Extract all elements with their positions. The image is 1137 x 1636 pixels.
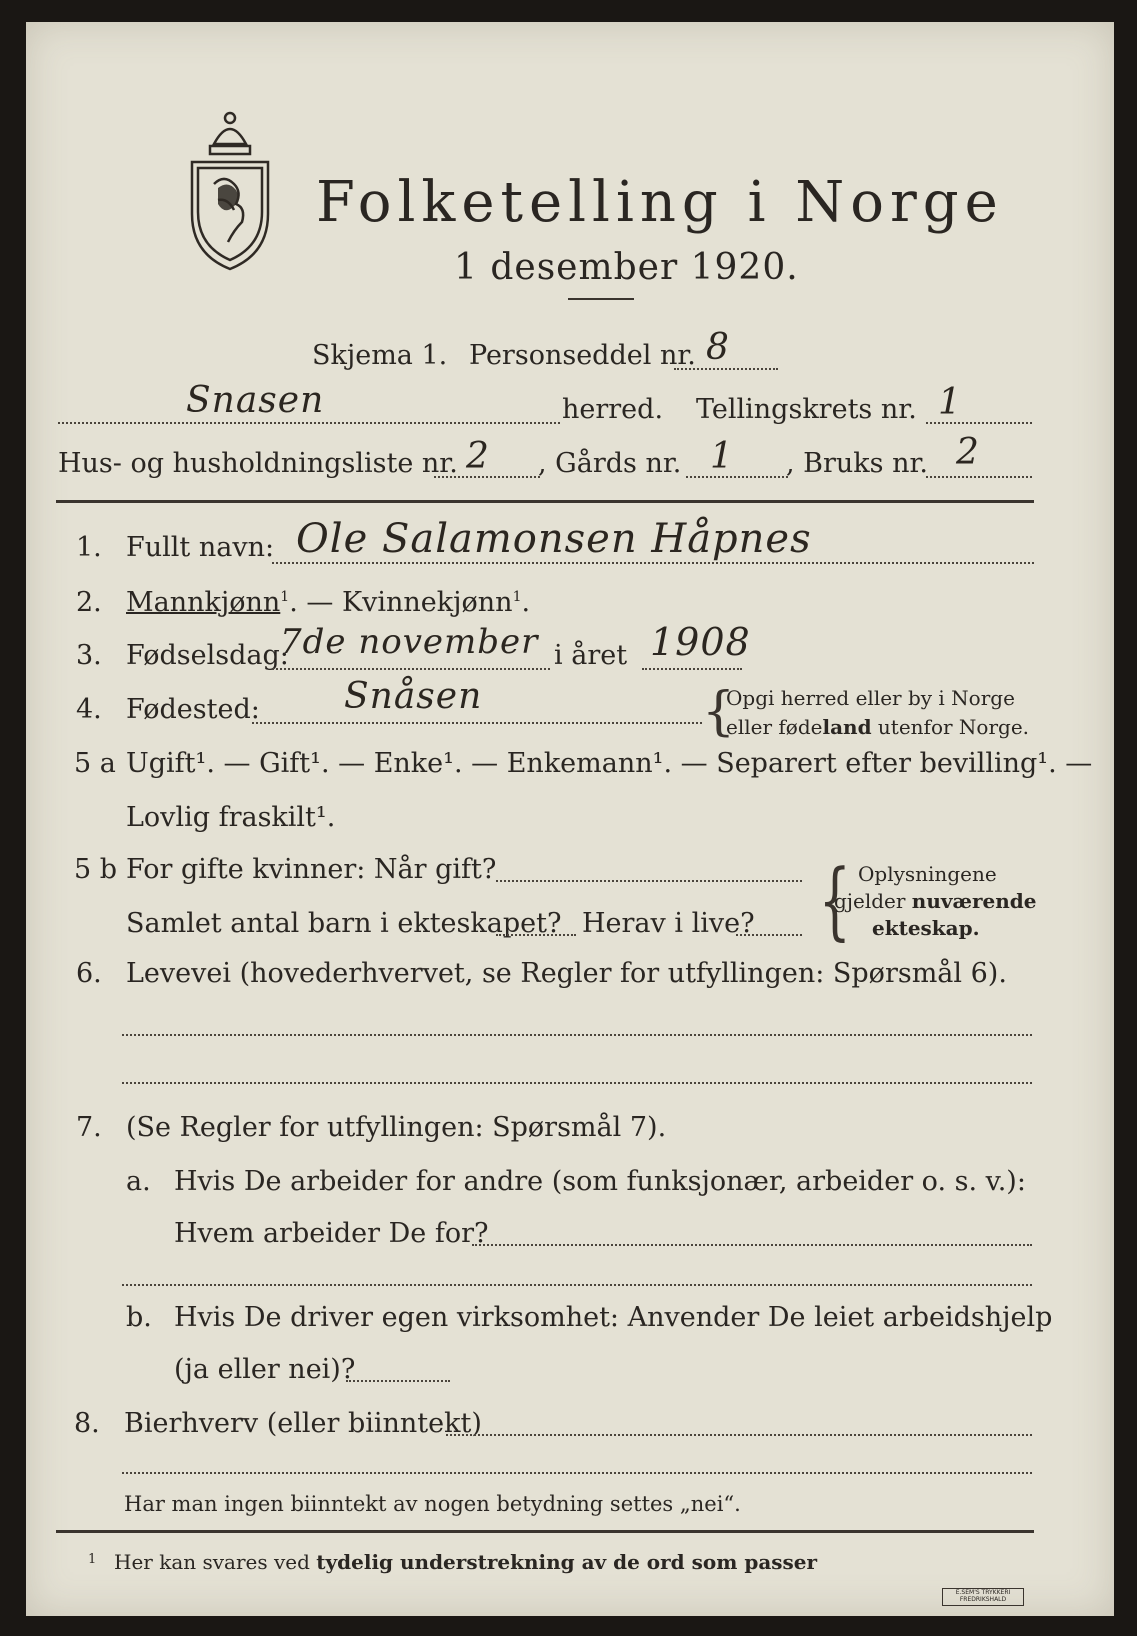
q6-field-line-2	[122, 1082, 1032, 1084]
q5b-note-line3: ekteskap.	[872, 916, 980, 940]
q4-label: Fødested:	[126, 694, 260, 725]
personseddel-value: 8	[706, 327, 730, 368]
q4-note-part-a: eller føde	[726, 715, 823, 739]
q5b-note-part-a: gjelder	[834, 889, 912, 913]
q6-field-line-1	[122, 1034, 1032, 1036]
q3-year-field-line	[642, 668, 742, 670]
q6-text: Levevei (hovederhvervet, se Regler for utfyllingen: Spørsmål 6).	[126, 958, 1007, 989]
q2-options	[126, 587, 530, 618]
bruks-label: , Bruks nr.	[786, 448, 929, 479]
form-title: Folketelling i Norge	[316, 170, 1004, 235]
q3-field-line	[272, 668, 550, 670]
q4-note-line1: Opgi herred eller by i Norge	[726, 686, 1015, 710]
skjema-label: Skjema 1.	[312, 340, 448, 371]
tellingskrets-label: Tellingskrets nr.	[696, 394, 917, 425]
q1-full-name-value: Ole Salamonsen Håpnes	[296, 516, 812, 562]
q7a-text: Hvis De arbeider for andre (som funksjonær, arbeider o. s. v.):	[174, 1166, 1026, 1197]
husholdning-label: Hus- og husholdningsliste nr.	[58, 448, 458, 479]
q6-number: 6.	[76, 958, 102, 989]
q7b-yes-no-label: (ja eller nei)?	[174, 1354, 356, 1385]
footnote-part-b: tydelig understrekning av de ord som passer	[316, 1550, 818, 1574]
q7b-letter: b.	[126, 1302, 152, 1333]
footer-separator	[56, 1530, 1034, 1533]
q3-year-label: i året	[554, 640, 628, 671]
q2-female-footnote-mark: 1	[512, 589, 522, 605]
q5b-when-married-field-line	[496, 880, 802, 882]
q7a-employer-label: Hvem arbeider De for?	[174, 1218, 489, 1249]
q5b-note-line1: Oplysningene	[858, 862, 997, 886]
header-separator	[56, 500, 1034, 503]
gards-label: , Gårds nr.	[538, 448, 682, 479]
q8-text: Bierhverv (eller biinntekt)	[124, 1408, 482, 1439]
q3-number: 3.	[76, 640, 102, 671]
q4-birthplace-value: Snåsen	[344, 676, 483, 717]
herred-value: Snasen	[186, 380, 325, 421]
q5a-number: 5 a	[74, 748, 116, 779]
census-form-sheet	[26, 22, 1114, 1616]
q5a-options: Ugift¹. — Gift¹. — Enke¹. — Enkemann¹. — Separert efter bevilling¹. —	[126, 748, 1093, 779]
q5b-children-field-line	[496, 934, 576, 936]
title-divider	[568, 298, 634, 300]
q7b-text: Hvis De driver egen virksomhet: Anvender De leiet arbeidshjelp	[174, 1302, 1053, 1333]
q5a-options-line2: Lovlig fraskilt¹.	[126, 802, 336, 833]
q8-field-line	[446, 1434, 1032, 1436]
q7a-field-line-2	[122, 1284, 1032, 1286]
footnote-text	[114, 1550, 817, 1574]
herred-field-line	[58, 422, 560, 424]
q3-birthday-value: 7de november	[280, 622, 539, 662]
q7-number: 7.	[76, 1112, 102, 1143]
q5b-children-label: Samlet antal barn i ekteskapet?	[126, 908, 562, 939]
q3-year-value: 1908	[650, 620, 751, 664]
q5b-note-part-b: nuværende	[911, 889, 1037, 913]
q5b-note-brace: {	[818, 851, 851, 949]
personseddel-field-line	[674, 368, 778, 370]
q2-number: 2.	[76, 587, 102, 618]
q5b-alive-label: Herav i live?	[582, 908, 755, 939]
biinntekt-note: Har man ingen biinntekt av nogen betydning settes „nei“.	[124, 1492, 741, 1516]
q4-note-part-b: land	[822, 715, 872, 739]
q1-label: Fullt navn:	[126, 532, 275, 563]
q4-field-line	[252, 722, 702, 724]
footnote-mark: 1	[88, 1552, 97, 1567]
bruks-field-line	[926, 476, 1032, 478]
tellingskrets-value: 1	[938, 382, 962, 423]
q7a-employer-field-line	[472, 1244, 1032, 1246]
q5b-note-line2	[834, 889, 1037, 913]
census-date: 1 desember 1920.	[454, 247, 799, 288]
tellingskrets-field-line	[926, 422, 1032, 424]
q7-text: (Se Regler for utfyllingen: Spørsmål 7).	[126, 1112, 667, 1143]
herred-label: herred.	[562, 394, 664, 425]
husholdning-field-line	[434, 476, 540, 478]
q2-male-option: Mannkjønn	[126, 587, 281, 618]
q8-field-line-2	[122, 1472, 1032, 1474]
q5b-number: 5 b	[74, 854, 118, 885]
q2-female-option: Kvinnekjønn	[341, 587, 513, 618]
q2-end: .	[521, 587, 531, 618]
q4-note-line2	[726, 715, 1029, 739]
q5b-alive-field-line	[736, 934, 802, 936]
q1-field-line	[272, 562, 1034, 564]
q5b-when-married-label: For gifte kvinner: Når gift?	[126, 854, 497, 885]
q4-note-brace: {	[702, 682, 736, 742]
gards-field-line	[686, 476, 788, 478]
q8-number: 8.	[74, 1408, 100, 1439]
bruks-value: 2	[956, 432, 980, 473]
personseddel-label: Personseddel nr.	[469, 340, 696, 371]
q2-male-footnote-mark: 1	[280, 589, 290, 605]
q3-label: Fødselsdag:	[126, 640, 289, 671]
footnote-part-a: Her kan svares ved	[114, 1550, 317, 1574]
q2-separator: . —	[289, 587, 342, 618]
q7a-letter: a.	[126, 1166, 151, 1197]
gards-value: 1	[710, 436, 734, 477]
q4-note-part-c: utenfor Norge.	[871, 715, 1030, 739]
q1-number: 1.	[76, 532, 102, 563]
q4-number: 4.	[76, 694, 102, 725]
printer-stamp: E.SEM'S TRYKKERI FREDRIKSHALD	[942, 1588, 1024, 1606]
coat-of-arms-icon	[184, 104, 276, 274]
husholdning-value: 2	[466, 436, 490, 477]
q7b-field-line	[346, 1380, 450, 1382]
